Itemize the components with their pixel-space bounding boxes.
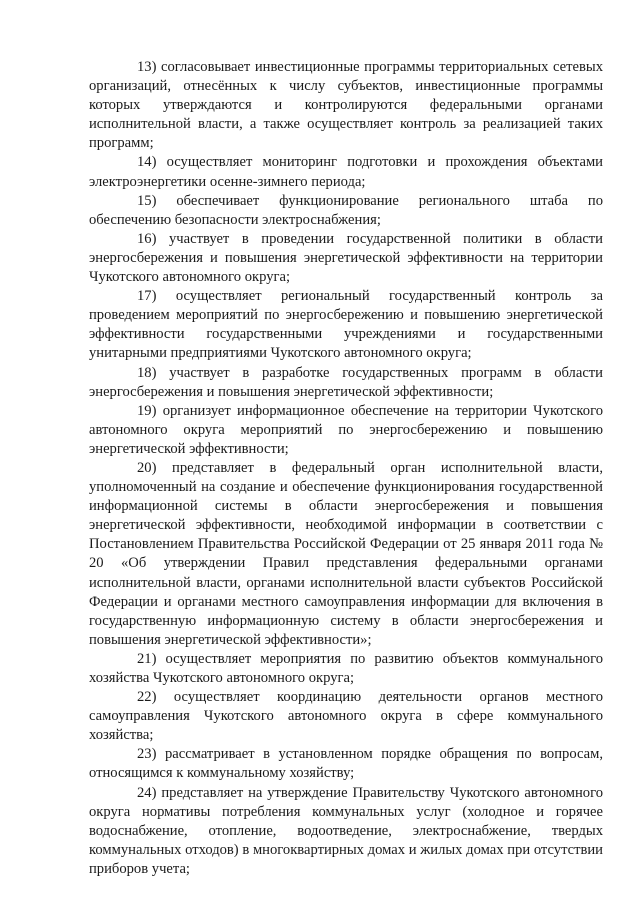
document-text-body <box>89 58 603 879</box>
paragraph-item-17: 17) осуществляет региональный государственный контроль за проведением мероприятий по энергосбережению и повышению энергетической эффективности государственными учреждениями и государственными унитарными предприятиями Чукотского автономного округа; <box>89 288 603 362</box>
paragraph-item-23: 23) рассматривает в установленном порядке обращения по вопросам, относящимся к коммунальному хозяйству; <box>89 746 603 782</box>
paragraph-item-24: 24) представляет на утверждение Правительству Чукотского автономного округа нормативы потребления коммунальных услуг (холодное и горячее водоснабжение, отопление, водоотведение, электроснабжение, твердых коммунальных отходов) в многоквартирных домах и жилых домах при отсутствии приборов учета; <box>89 784 603 877</box>
paragraph-item-22: 22) осуществляет координацию деятельности органов местного самоуправления Чукотского автономного округа в сфере коммунального хозяйства; <box>89 689 603 744</box>
paragraph-item-16: 16) участвует в проведении государственной политики в области энергосбережения и повышения энергетической эффективности на территории Чукотского автономного округа; <box>89 230 603 286</box>
paragraph-item-18: 18) участвует в разработке государственных программ в области энергосбережения и повышения энергетической эффективности; <box>89 364 603 400</box>
paragraph-item-14: 14) осуществляет мониторинг подготовки и прохождения объектами электроэнергетики осенне-зимнего периода; <box>89 154 603 190</box>
paragraph-item-15: 15) обеспечивает функционирование регионального штаба по обеспечению безопасности электроснабжения; <box>89 192 603 228</box>
paragraph-item-21: 21) осуществляет мероприятия по развитию объектов коммунального хозяйства Чукотского автономного округа; <box>89 650 603 686</box>
paragraph-item-20: 20) представляет в федеральный орган исполнительной власти, уполномоченный на создание и обеспечение функционирования государственной информационной системы в области энергосбережения и повышения энергетической эффективности, необходимой информации в соответствии с Постановлением Правительства Российской Федерации от 25 января 2011 года № 20 «Об утверждении Правил представления федеральными органами исполнительной власти, органами исполнительной власти субъектов Российской Федерации и органами местного самоуправления информации для включения в государственную информационную систему в области энергосбережения и повышения энергетической эффективности»; <box>89 459 603 648</box>
paragraph-item-19: 19) организует информационное обеспечение на территории Чукотского автономного округа мероприятий по энергосбережению и повышению энергетической эффективности; <box>89 402 603 457</box>
paragraph-item-13: 13) согласовывает инвестиционные программы территориальных сетевых организаций, отнесённых к числу субъектов, инвестиционные программы которых утверждаются и контролируются федеральными органами исполнительной власти, а также осуществляет контроль за реализацией таких программ; <box>89 59 603 152</box>
